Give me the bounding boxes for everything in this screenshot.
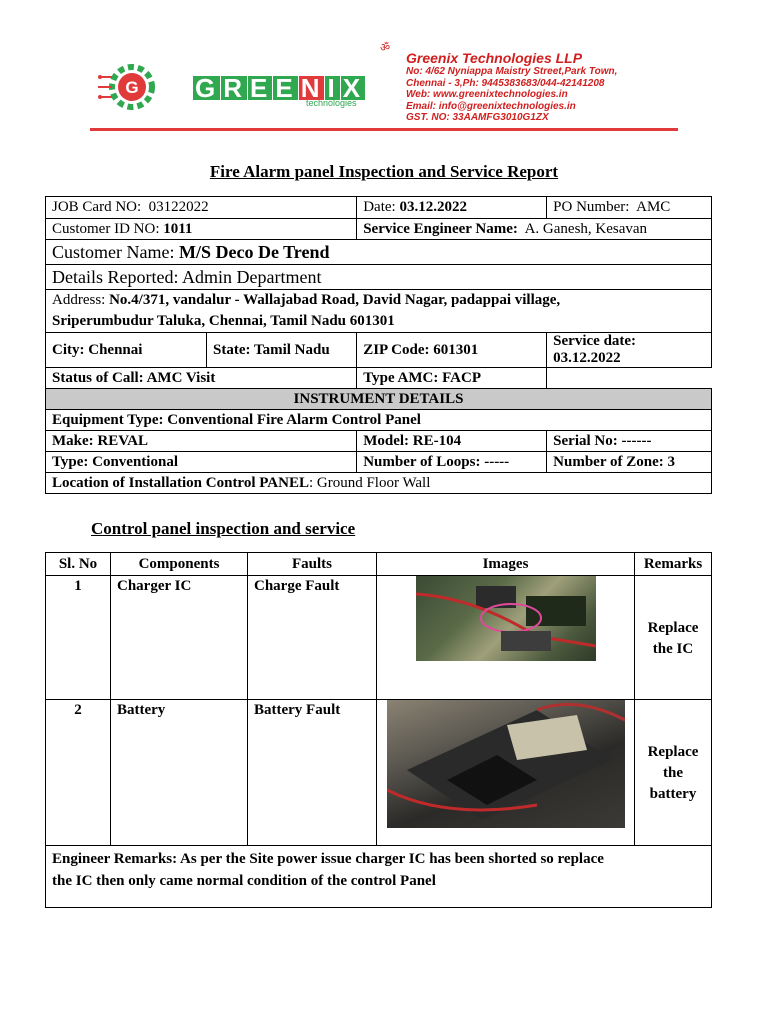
row-remarks: Replace the battery [635, 700, 712, 846]
company-address-1: No: 4/62 Nyniappa Maistry Street,Park Town, [406, 66, 618, 77]
row-image-cell [377, 576, 635, 700]
row-slno: 1 [46, 576, 111, 700]
instrument-heading: INSTRUMENT DETAILS [46, 389, 712, 410]
company-web: Web: www.greenixtechnologies.in [406, 89, 568, 100]
company-address-2: Chennai - 3,Ph: 9445383683/044-42141208 [406, 77, 605, 89]
row-image-cell [377, 700, 635, 846]
col-header-remarks: Remarks [635, 553, 712, 576]
job-details-table [45, 196, 712, 494]
logo-wordmark: G R E E N I X [195, 73, 364, 103]
control-panel-table [45, 552, 712, 908]
header-divider [90, 128, 678, 131]
col-header-components: Components [111, 553, 248, 576]
zones-cell: Number of Zone: 3 [547, 452, 712, 473]
details-reported-cell: Details Reported: Admin Department [46, 265, 712, 290]
row-remarks: Replace the IC [635, 576, 712, 700]
report-title: Fire Alarm panel Inspection and Service Report [209, 162, 559, 181]
type-amc-cell: Type AMC: FACP [357, 368, 547, 389]
row-component: Battery [111, 700, 248, 846]
section-title: Control panel inspection and service [91, 519, 356, 538]
row-fault: Battery Fault [248, 700, 377, 846]
customer-name-cell: Customer Name: M/S Deco De Trend [46, 240, 712, 265]
location-cell: Location of Installation Control PANEL: Ground Floor Wall [46, 473, 712, 494]
multimeter-image [387, 700, 625, 828]
col-header-faults: Faults [248, 553, 377, 576]
company-email: Email: info@greenixtechnologies.in [406, 100, 576, 112]
equipment-type-cell: Equipment Type: Conventional Fire Alarm Control Panel [46, 410, 712, 431]
circuit-board-image [416, 576, 596, 661]
zip-cell: ZIP Code: 601301 [357, 333, 547, 368]
engineer-remarks: Engineer Remarks: As per the Site power issue charger IC has been shorted so replace the IC then only came normal condition of the control Panel [46, 846, 712, 908]
po-number-cell: PO Number: AMC [547, 197, 712, 219]
loops-cell: Number of Loops: ----- [357, 452, 547, 473]
company-name: Greenix Technologies LLP [406, 50, 583, 66]
customer-id-cell: Customer ID NO: 1011 [46, 219, 357, 240]
model-cell: Model: RE-104 [357, 431, 547, 452]
col-header-slno: Sl. No [46, 553, 111, 576]
multimeter-photo [387, 700, 625, 828]
engineer-cell: Service Engineer Name: A. Ganesh, Kesavan [357, 219, 712, 240]
col-header-images: Images [377, 553, 635, 576]
charger-ic-photo [416, 576, 596, 661]
service-date-cell: Service date: 03.12.2022 [547, 333, 712, 368]
logo-subtitle: technologies [306, 98, 357, 108]
empty-cell [547, 368, 712, 389]
company-contact [406, 50, 726, 124]
company-logo [98, 62, 373, 112]
address-cell: Address: No.4/371, vandalur - Wallajabad Road, David Nagar, padappai village, Sriperumbudur Taluka, Chennai, Tamil Nadu 601301 [46, 290, 712, 333]
state-cell: State: Tamil Nadu [207, 333, 357, 368]
row-component: Charger IC [111, 576, 248, 700]
make-cell: Make: REVAL [46, 431, 357, 452]
gear-logo-icon [98, 62, 158, 112]
date-cell: Date: 03.12.2022 [357, 197, 547, 219]
serial-cell: Serial No: ------ [547, 431, 712, 452]
letterhead [0, 0, 768, 135]
type-cell: Type: Conventional [46, 452, 357, 473]
om-symbol-icon: ॐ [380, 42, 391, 54]
city-cell: City: Chennai [46, 333, 207, 368]
table-row [46, 576, 712, 700]
table-row [46, 700, 712, 846]
row-slno: 2 [46, 700, 111, 846]
job-card-cell: JOB Card NO: 03122022 [46, 197, 357, 219]
svg-text:G: G [125, 78, 139, 97]
status-call-cell: Status of Call: AMC Visit [46, 368, 357, 389]
company-gst: GST. NO: 33AAMFG3010G1ZX [406, 112, 549, 123]
row-fault: Charge Fault [248, 576, 377, 700]
